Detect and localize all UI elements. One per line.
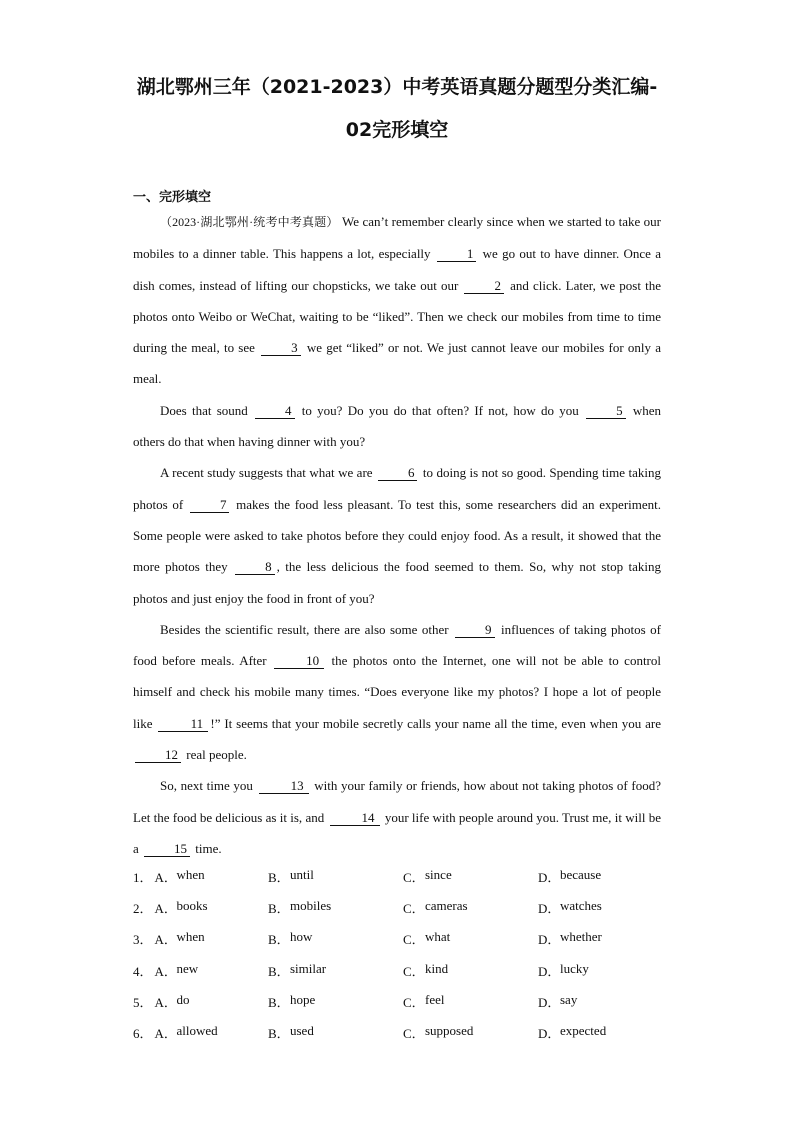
- paragraph-2: Does that sound 4 to you? Do you do that often? If not, how do you 5 when others do that when having dinner with you?: [133, 402, 661, 450]
- blank-8: 8: [235, 560, 275, 575]
- option-a: A． when: [154, 929, 205, 948]
- option-d: D． lucky: [538, 960, 589, 979]
- cloze-passage: [133, 206, 661, 864]
- question-number: 1．: [133, 870, 153, 886]
- blank-14: 14: [330, 811, 380, 826]
- option-b: B． mobiles: [268, 898, 332, 917]
- option-a: A． books: [154, 898, 208, 917]
- blank-12: 12: [135, 748, 181, 763]
- title-line-2: 02完形填空: [345, 119, 449, 141]
- paragraph-3: A recent study suggests that what we are 6 to doing is not so good. Spending time taking photos of 7 makes the food less pleasant. To test this, some researchers did an experiment. Some people were asked to take photos before they could enjoy food. As a result, it showed that the more photos they 8 , the less delicious the food seemed to them. So, why not stop taking photos and just enjoy the food in front of you?: [133, 465, 662, 606]
- blank-6: 6: [378, 466, 418, 481]
- paragraph-5: So, next time you 13 with your family or friends, how about not taking photos of food? Let the food be delicious as it is, and 14 your life with people around you. Trust me, it will be a 15 time.: [133, 778, 661, 856]
- question-number: 4．: [133, 963, 153, 979]
- blank-13: 13: [259, 779, 309, 794]
- paragraph-1: （2023·湖北鄂州·统考中考真题） We can’t remember clearly since when we started to take our mobiles to a dinner table. This happens a lot, especially 1 we go out to have dinner. Once a dish comes, instead of lifting our chopsticks, we take out our 2 and click. Later, we post the photos onto Weibo or WeChat, waiting to be “liked”. Then we check our mobiles from time to time during the meal, to see 3 we get “liked” or not. We just cannot leave our mobiles for only a meal.: [133, 214, 662, 387]
- blank-3: 3: [261, 341, 301, 356]
- blank-7: 7: [190, 498, 230, 513]
- blank-2: 2: [464, 279, 504, 294]
- question-row-1: [133, 861, 673, 892]
- option-d: D． whether: [538, 929, 602, 948]
- question-row-5: [133, 986, 673, 1017]
- document-title: [100, 66, 694, 152]
- title-line-1: 湖北鄂州三年（2021-2023）中考英语真题分题型分类汇编-: [136, 76, 658, 98]
- answer-options: [133, 861, 673, 1048]
- question-number: 2．: [133, 901, 153, 917]
- question-row-3: [133, 923, 673, 954]
- option-b: B． similar: [268, 960, 327, 979]
- option-b: B． hope: [268, 991, 316, 1010]
- option-c: C． supposed: [403, 1023, 474, 1042]
- option-c: C． kind: [403, 960, 449, 979]
- option-d: D． expected: [538, 1023, 607, 1042]
- blank-1: 1: [437, 247, 477, 262]
- question-row-2: [133, 892, 673, 923]
- option-d: D． because: [538, 867, 602, 886]
- option-c: C． cameras: [403, 898, 468, 917]
- question-number: 6．: [133, 1026, 153, 1042]
- blank-5: 5: [586, 404, 626, 419]
- option-a: A． do: [154, 991, 190, 1010]
- source-label: （2023·湖北鄂州·统考中考真题）: [160, 215, 339, 229]
- section-heading: 一、完形填空: [133, 190, 212, 205]
- blank-9: 9: [455, 623, 495, 638]
- blank-4: 4: [255, 404, 295, 419]
- option-a: A． when: [154, 867, 205, 886]
- blank-15: 15: [144, 842, 190, 857]
- paragraph-4: Besides the scientific result, there are also some other 9 influences of taking photos of food before meals. After 10 the photos onto the Internet, one will not be able to control himself and check his mobile many times. “Does everyone like my photos? I hope a lot of people like 11 !” It seems that your mobile secretly calls your name all the time, even when you are 12 real people.: [133, 621, 662, 763]
- question-number: 3．: [133, 932, 153, 948]
- option-a: A． new: [154, 960, 199, 979]
- option-b: B． how: [268, 929, 313, 948]
- option-c: C． since: [403, 867, 452, 886]
- option-c: C． feel: [403, 991, 445, 1010]
- option-b: B． until: [268, 867, 314, 886]
- option-c: C． what: [403, 929, 451, 948]
- option-d: D． watches: [538, 898, 602, 917]
- question-number: 5．: [133, 994, 153, 1010]
- question-row-6: [133, 1017, 673, 1048]
- option-d: D． say: [538, 991, 578, 1010]
- option-b: B． used: [268, 1023, 314, 1042]
- blank-11: 11: [158, 717, 208, 732]
- question-row-4: [133, 955, 673, 986]
- blank-10: 10: [274, 654, 324, 669]
- option-a: A． allowed: [154, 1023, 218, 1042]
